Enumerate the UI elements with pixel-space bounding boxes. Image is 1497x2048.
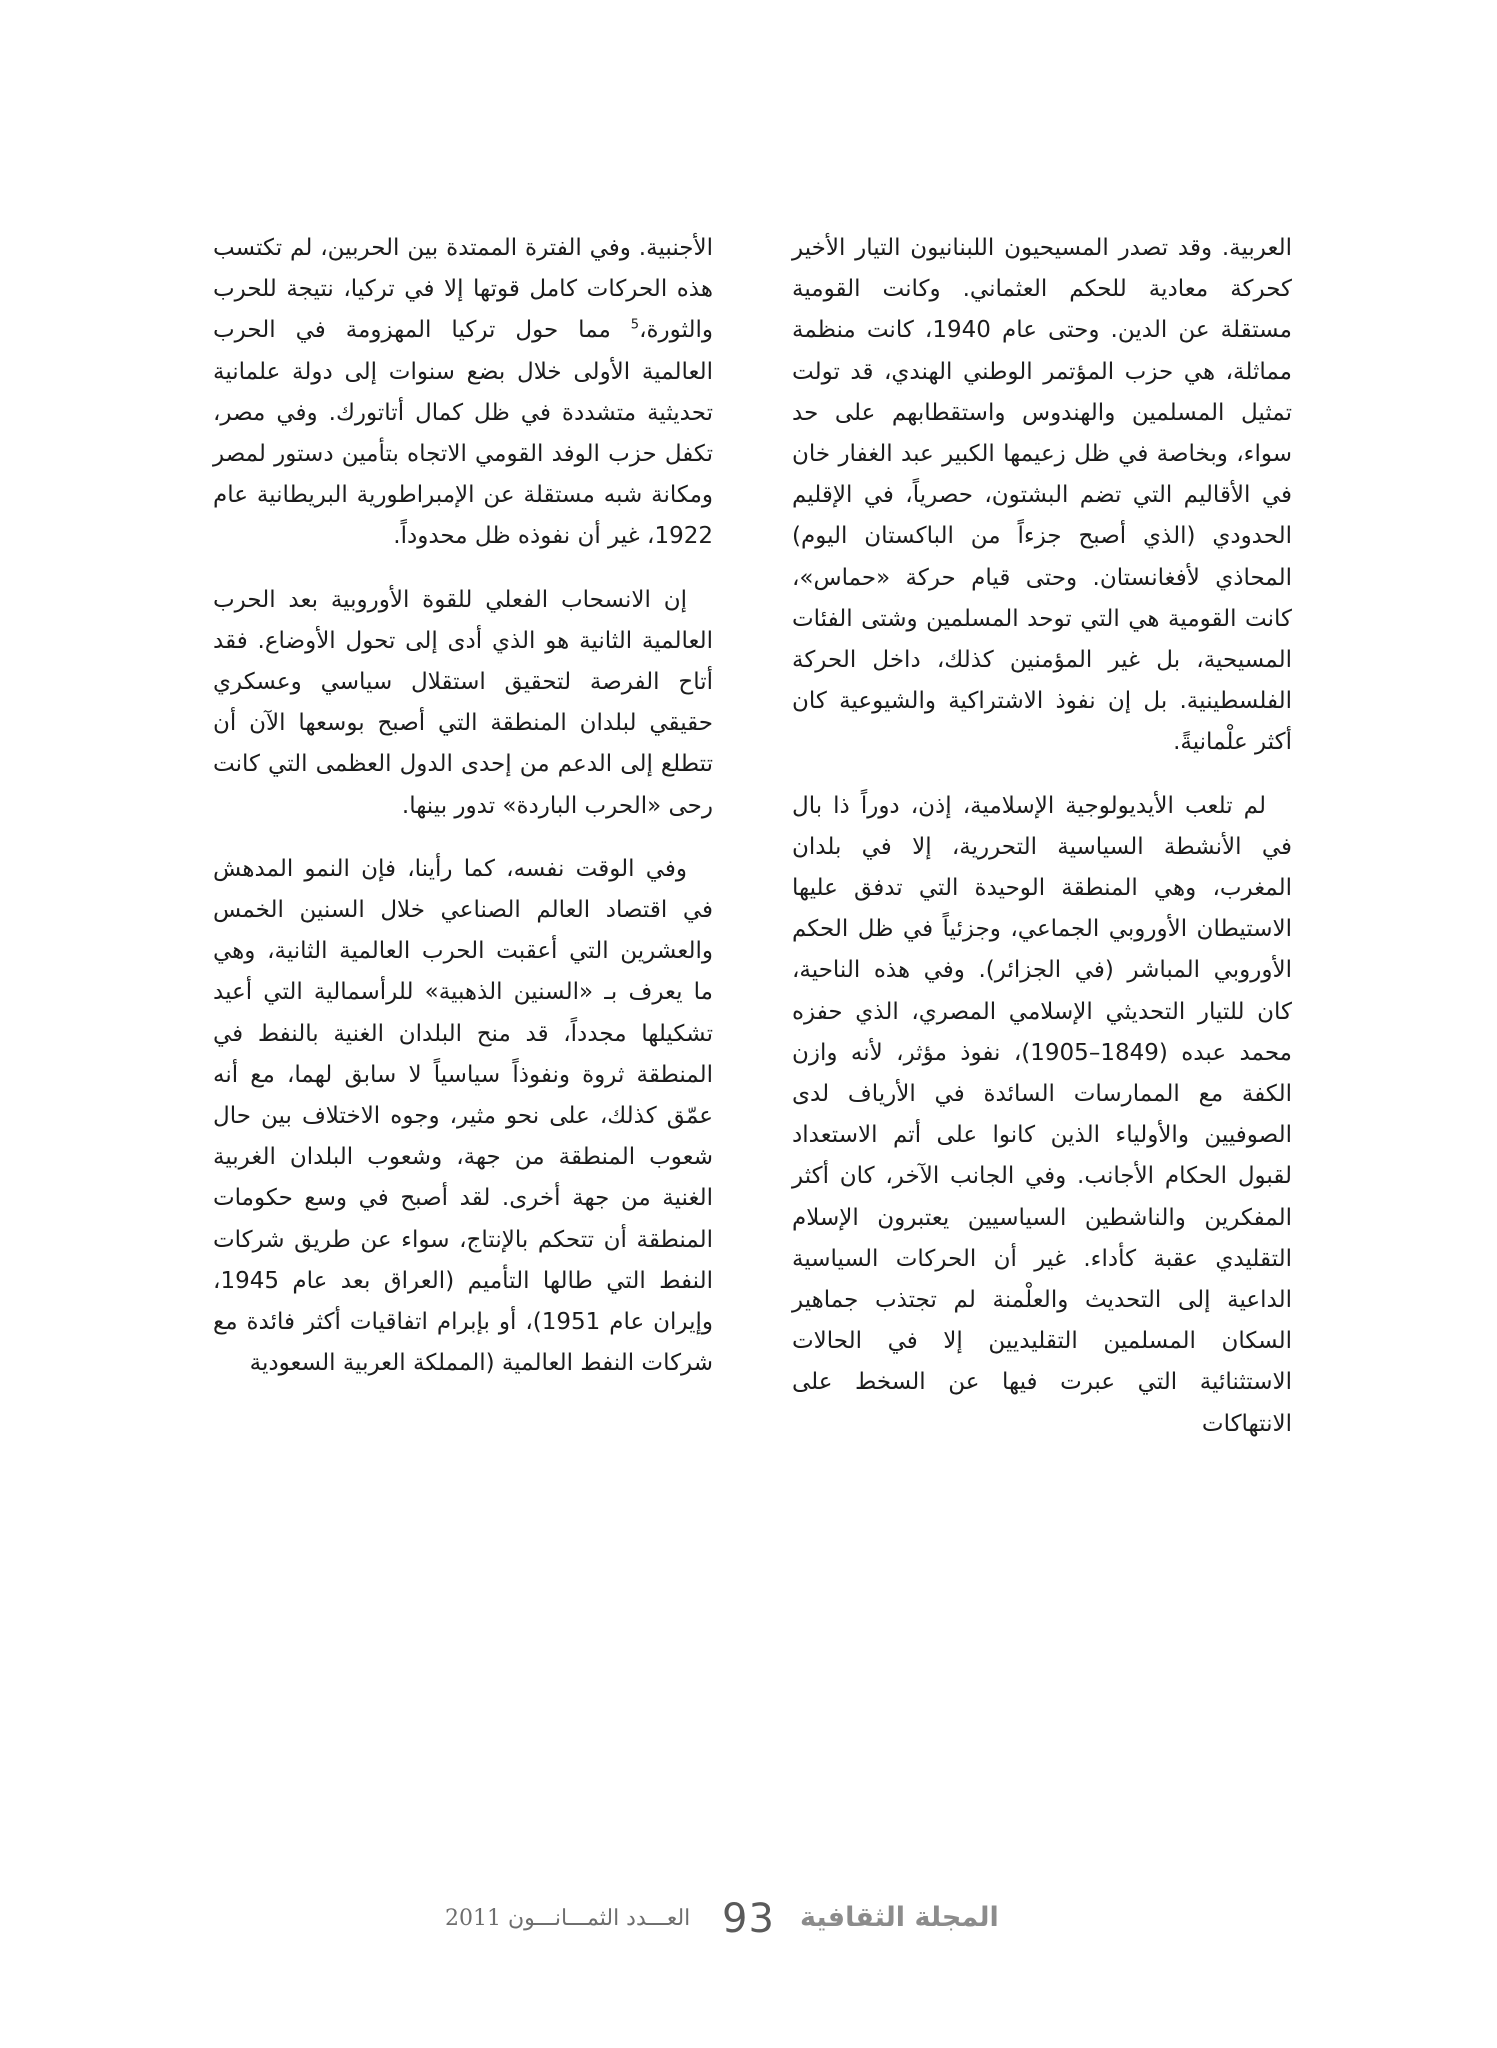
right-column [792, 228, 1292, 1467]
right-paragraph-2: لم تلعب الأيديولوجية الإسلامية، إذن، دوراً ذا بال في الأنشطة السياسية التحررية، إلا في بلدان المغرب، وهي المنطقة الوحيدة التي تدفق عليها الاستيطان الأوروبي الجماعي، وجزئياً في ظل الحكم الأوروبي المباشر (في الجزائر). وفي هذه الناحية، كان للتيار التحديثي الإسلامي المصري، الذي حفزه محمد عبده (1849–1905)، نفوذ مؤثر، لأنه وازن الكفة مع الممارسات السائدة في الأرياف لدى الصوفيين والأولياء الذين كانوا على أتم الاستعداد لقبول الحكام الأجانب. وفي الجانب الآخر، كان أكثر المفكرين والناشطين السياسيين يعتبرون الإسلام التقليدي عقبة كأداء. غير أن الحركات السياسية الداعية إلى التحديث والعلْمنة لم تجتذب جماهير السكان المسلمين التقليديين إلا في الحالات الاستثنائية التي عبرت فيها عن السخط على الانتهاكات [792, 792, 1292, 1437]
footnote-marker[interactable]: 5 [630, 317, 640, 333]
issue-label: العـــدد الثمـــانـــون 2011 [445, 1906, 691, 1931]
left-column [213, 228, 713, 1406]
left-paragraph-1 [213, 228, 713, 558]
left-paragraph-1-part-b: مما حول تركيا المهزومة في الحرب العالمية الأولى خلال بضع سنوات إلى دولة علمانية تحديثية متشددة في ظل كمال أتاتورك. وفي مصر، تكفل حزب الوفد القومي الاتجاه بتأمين دستور لمصر ومكانة شبه مستقلة عن الإمبراطورية البريطانية عام 1922، غير أن نفوذه ظل محدوداً. [213, 317, 713, 550]
left-paragraph-2: إن الانسحاب الفعلي للقوة الأوروبية بعد الحرب العالمية الثانية هو الذي أدى إلى تحول الأوضاع. فقد أتاح الفرصة لتحقيق استقلال سياسي وعسكري حقيقي لبلدان المنطقة التي أصبح بوسعها الآن أن تتطلع إلى الدعم من إحدى الدول العظمى التي كانت رحى «الحرب الباردة» تدور بينها. [213, 586, 713, 819]
right-paragraph-1: العربية. وقد تصدر المسيحيون اللبنانيون التيار الأخير كحركة معادية للحكم العثماني. وكانت القومية مستقلة عن الدين. وحتى عام 1940، كانت منظمة مماثلة، هي حزب المؤتمر الوطني الهندي، قد تولت تمثيل المسلمين والهندوس واستقطابهم على حد سواء، وبخاصة في ظل زعيمها الكبير عبد الغفار خان في الأقاليم التي تضم البشتون، حصرياً، في الإقليم الحدودي (الذي أصبح جزءاً من الباكستان اليوم) المحاذي لأفغانستان. وحتى قيام حركة «حماس»، كانت القومية هي التي توحد المسلمين وشتى الفئات المسيحية، بل غير المؤمنين كذلك، داخل الحركة الفلسطينية. بل إن نفوذ الاشتراكية والشيوعية كان أكثر علْمانيةً. [792, 235, 1292, 756]
page-number: 93 [722, 1896, 775, 1942]
left-paragraph-3: وفي الوقت نفسه، كما رأينا، فإن النمو المدهش في اقتصاد العالم الصناعي خلال السنين الخمس والعشرين التي أعقبت الحرب العالمية الثانية، وهي ما يعرف بـ «السنين الذهبية» للرأسمالية التي أعيد تشكيلها مجدداً، قد منح البلدان الغنية بالنفط في المنطقة ثروة ونفوذاً سياسياً لا سابق لهما، مع أنه عمّق كذلك، على نحو مثير، وجوه الاختلاف بين حال شعوب المنطقة من جهة، وشعوب البلدان الغربية الغنية من جهة أخرى. لقد أصبح في وسع حكومات المنطقة أن تتحكم بالإنتاج، سواء عن طريق شركات النفط التي طالها التأميم (العراق بعد عام 1945، وإيران عام 1951)، أو بإبرام اتفاقيات أكثر فائدة مع شركات النفط العالمية (المملكة العربية السعودية [213, 855, 713, 1377]
magazine-name: المجلة الثقافية [800, 1902, 999, 1933]
left-paragraph-1-part-a: الأجنبية. وفي الفترة الممتدة بين الحربين، لم تكتسب هذه الحركات كامل قوتها إلا في تركيا، نتيجة للحرب والثورة، [213, 235, 713, 344]
page-footer [0, 1896, 1497, 1946]
